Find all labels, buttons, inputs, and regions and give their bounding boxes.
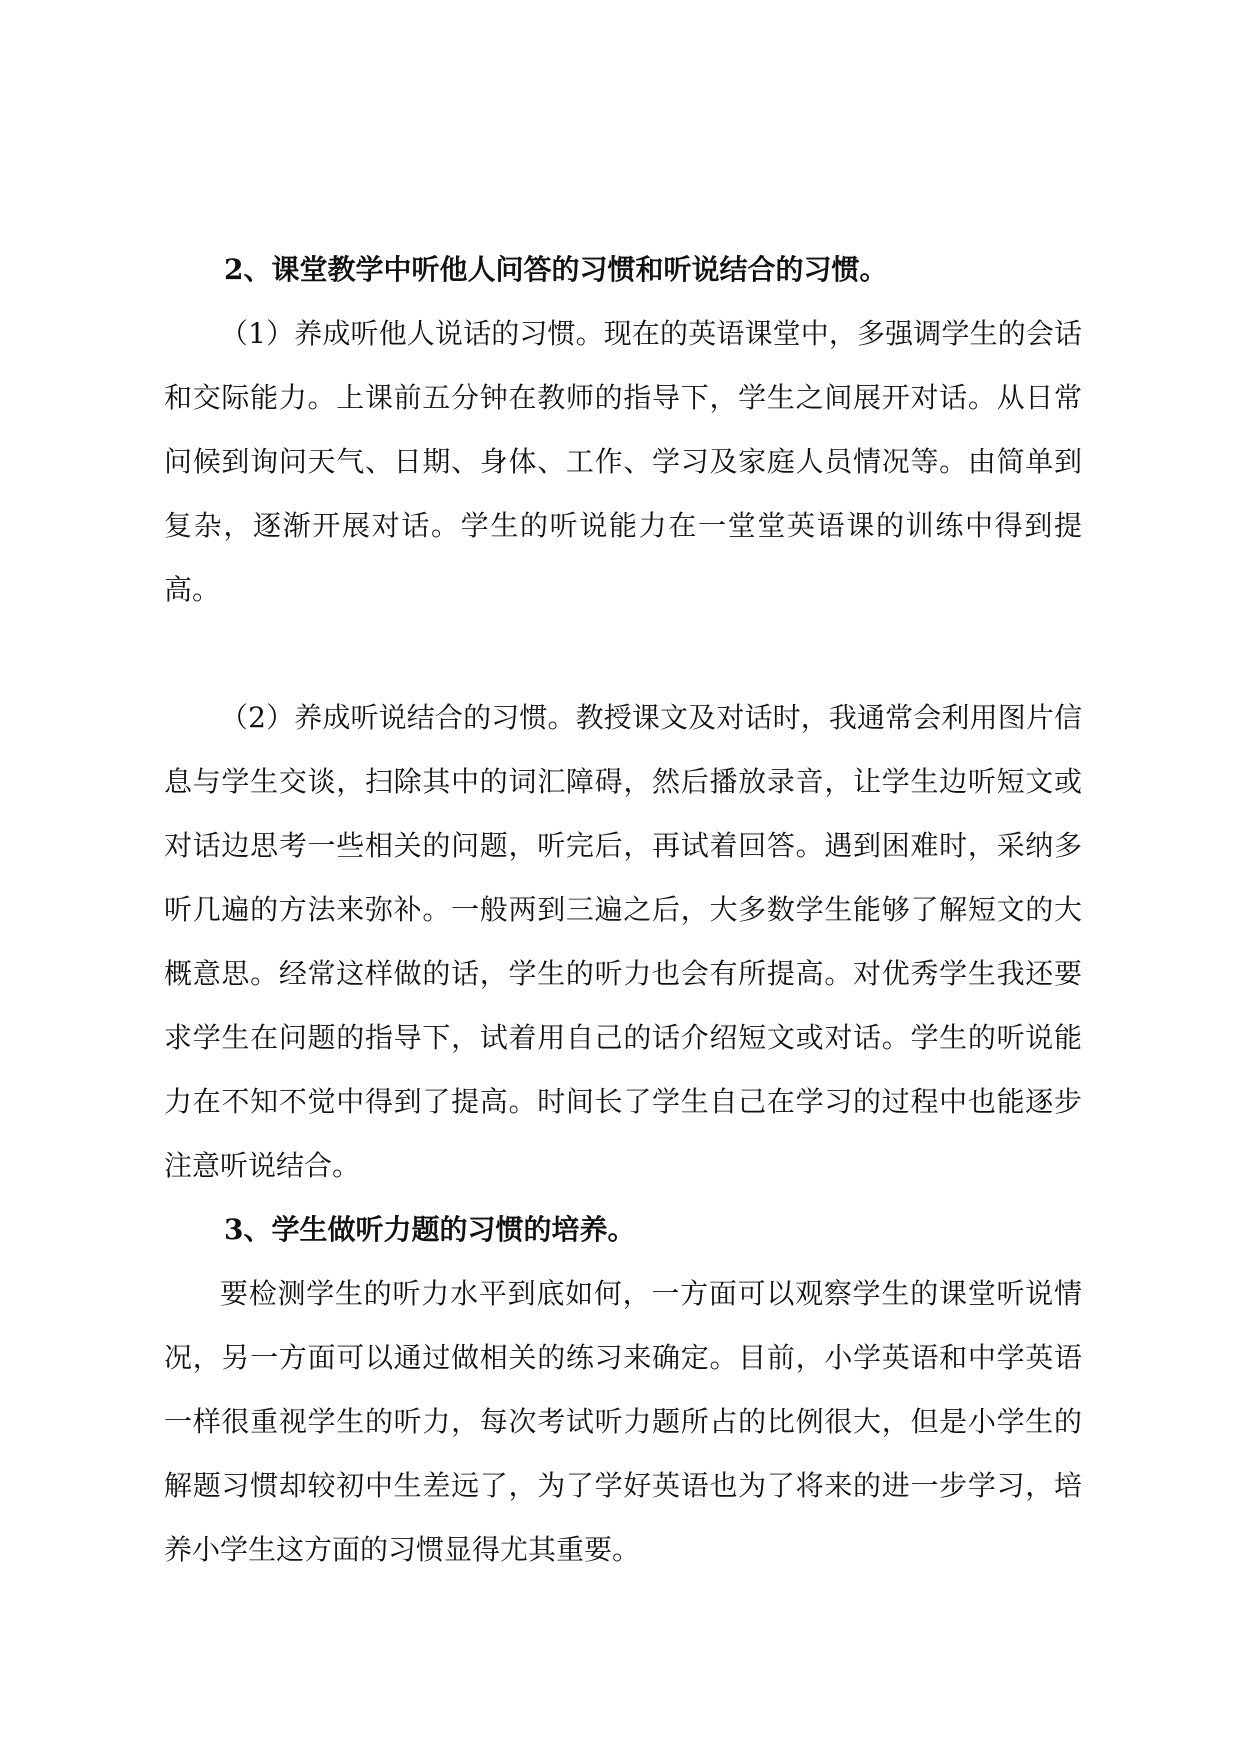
section-3-heading: 3、学生做听力题的习惯的培养。 — [224, 1213, 636, 1246]
section-2-paragraph-1: （1）养成听他人说话的习惯。现在的英语课堂中，多强调学生的会话和交际能力。上课前五分钟在教师的指导下，学生之间展开对话。从日常问候到询问天气、日期、身体、工作、学习及家庭人员情况等。由简单到复杂，逐渐开展对话。学生的听说能力在一堂堂英语课的训练中得到提高。 — [164, 317, 1082, 606]
section-3-paragraph-1: 要检测学生的听力水平到底如何，一方面可以观察学生的课堂听说情况，另一方面可以通过做相关的练习来确定。目前，小学英语和中学英语一样很重视学生的听力，每次考试听力题所占的比例很大，但是小学生的解题习惯却较初中生差远了，为了学好英语也为了将来的进一步学习，培养小学生这方面的习惯显得尤其重要。 — [164, 1277, 1082, 1566]
section-2-paragraph-2: （2）养成听说结合的习惯。教授课文及对话时，我通常会利用图片信息与学生交谈，扫除其中的词汇障碍，然后播放录音，让学生边听短文或对话边思考一些相关的问题，听完后，再试着回答。遇到困难时，采纳多听几遍的方法来弥补。一般两到三遍之后，大多数学生能够了解短文的大概意思。经常这样做的话，学生的听力也会有所提高。对优秀学生我还要求学生在问题的指导下，试着用自己的话介绍短文或对话。学生的听说能力在不知不觉中得到了提高。时间长了学生自己在学习的过程中也能逐步注意听说结合。 — [164, 701, 1082, 1182]
spacer — [164, 294, 1082, 302]
section-2-heading: 2、课堂教学中听他人问答的习惯和听说结合的习惯。 — [224, 253, 888, 286]
spacer — [164, 1198, 1082, 1206]
spacer — [164, 1254, 1082, 1262]
spacer — [164, 622, 1082, 686]
document-body — [164, 246, 1082, 1582]
